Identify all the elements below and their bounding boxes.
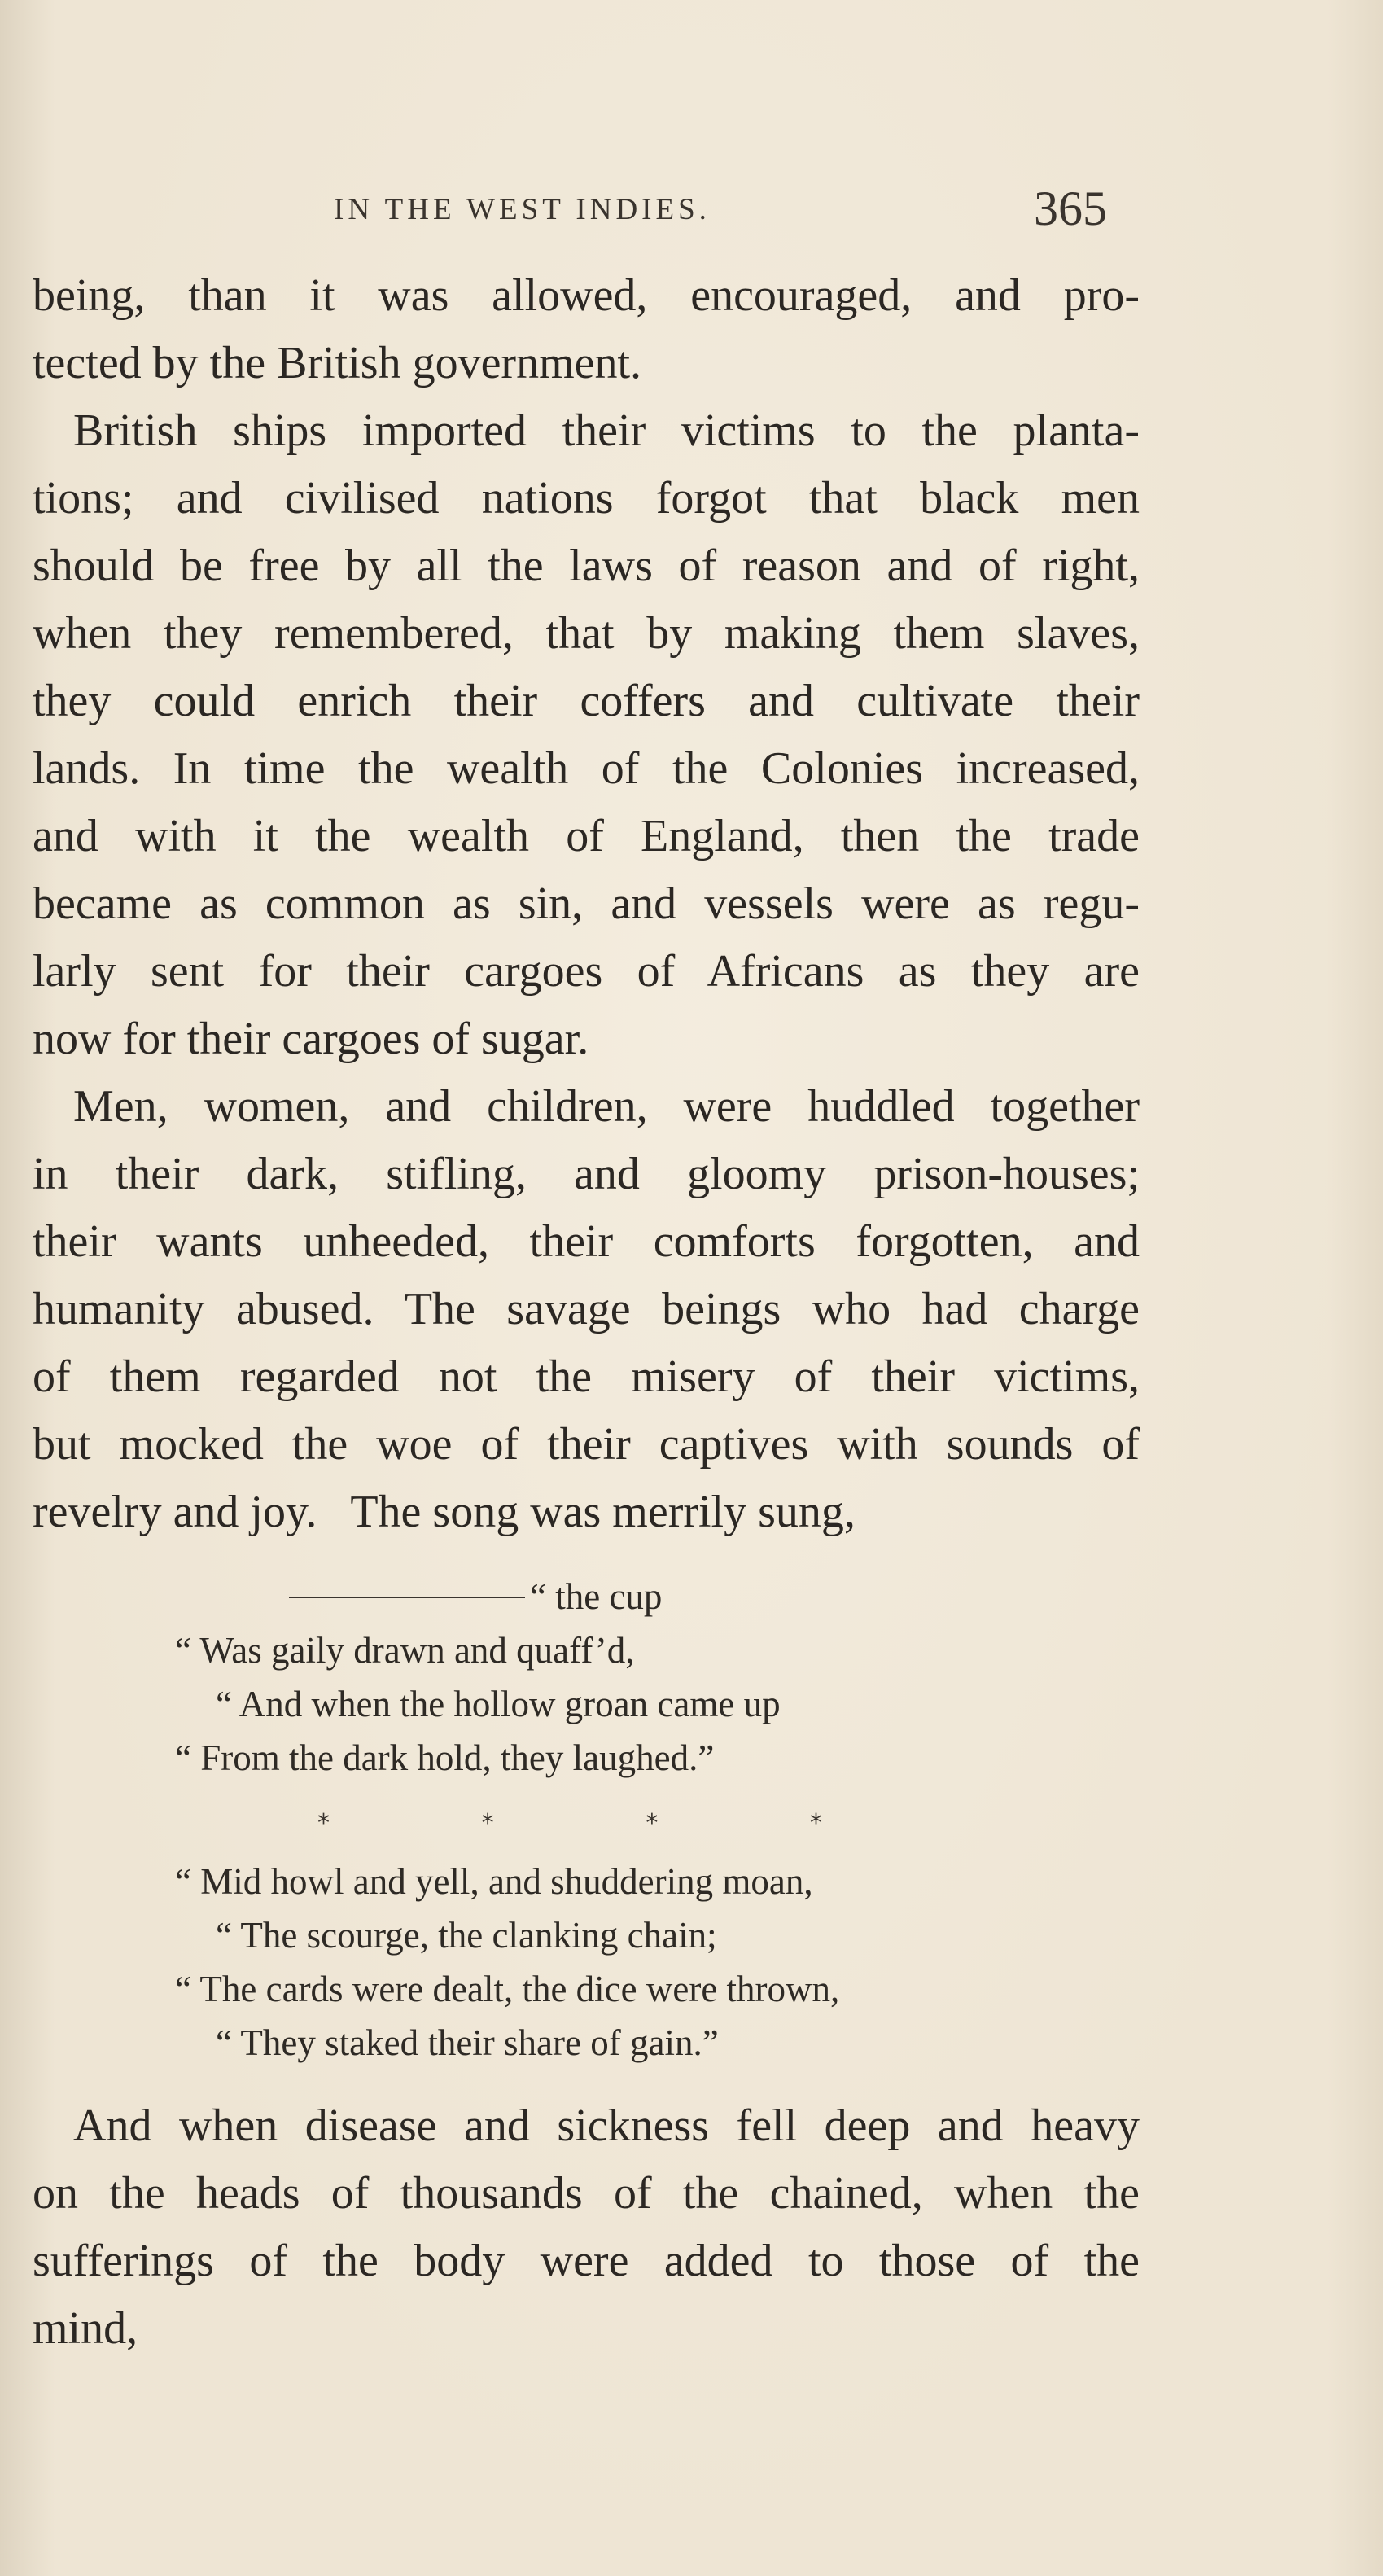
text-line: tected by the British government. (33, 338, 642, 388)
star-glyph: * (317, 1809, 330, 1838)
text-line: and with it the wealth of England, then the trade (33, 811, 1140, 861)
text-line: on the heads of thousands of the chained, when the (33, 2168, 1140, 2219)
verse-line-5: “ Mid howl and yell, and shuddering moan, (175, 1861, 813, 1902)
text-line: revelry and joy. The song was merrily sung, (33, 1487, 856, 1537)
verse-line-6: “ The scourge, the clanking chain; (216, 1915, 717, 1956)
text-line: when they remembered, that by making them slaves, (33, 608, 1140, 659)
text-line: sufferings of the body were added to those of the (33, 2236, 1140, 2286)
verse-dash-rule (289, 1597, 525, 1598)
closing-paragraph (33, 2092, 1140, 2363)
verse-line-7: “ The cards were dealt, the dice were thrown, (175, 1969, 840, 2009)
body-text (33, 262, 1140, 1546)
star-glyph: * (646, 1809, 659, 1838)
section-stars (317, 1809, 822, 1838)
verse-line-3: “ And when the hollow groan came up (216, 1684, 781, 1724)
verse-line-1 (289, 1575, 662, 1618)
text-line: being, than it was allowed, encouraged, and pro- (33, 270, 1140, 321)
text-line: should be free by all the laws of reason and of right, (33, 541, 1140, 591)
text-line: And when disease and sickness fell deep and heavy (73, 2101, 1140, 2151)
star-glyph: * (481, 1809, 494, 1838)
verse-text: “ the cup (530, 1576, 663, 1617)
verse-line-2: “ Was gaily drawn and quaff’d, (175, 1630, 635, 1671)
text-line: tions; and civilised nations forgot that black men (33, 473, 1140, 524)
text-line: British ships imported their victims to the planta- (73, 405, 1140, 456)
text-line: mind, (33, 2303, 138, 2354)
text-line: became as common as sin, and vessels were as regu- (33, 878, 1140, 929)
paragraph-2 (33, 397, 1140, 1073)
verse-line-4: “ From the dark hold, they laughed.” (175, 1737, 715, 1778)
text-line: lands. In time the wealth of the Colonies increased, (33, 743, 1140, 794)
text-line: larly sent for their cargoes of Africans as they are (33, 946, 1140, 997)
star-glyph: * (809, 1809, 822, 1838)
text-line: now for their cargoes of sugar. (33, 1014, 589, 1064)
text-line: of them regarded not the misery of their victims, (33, 1352, 1140, 1402)
running-title: IN THE WEST INDIES. (334, 193, 711, 226)
page-number: 365 (1034, 182, 1107, 235)
text-line: in their dark, stifling, and gloomy prison-houses; (33, 1149, 1140, 1199)
verse-line-8: “ They staked their share of gain.” (216, 2022, 719, 2063)
paragraph-1 (33, 262, 1140, 397)
running-head (0, 181, 1383, 238)
text-line: their wants unheeded, their comforts forgotten, and (33, 1216, 1140, 1267)
text-line: humanity abused. The savage beings who had charge (33, 1284, 1140, 1334)
paragraph-3 (33, 1073, 1140, 1546)
text-line: but mocked the woe of their captives with sounds of (33, 1419, 1140, 1470)
text-line: Men, women, and children, were huddled together (73, 1081, 1140, 1132)
text-line: they could enrich their coffers and cultivate their (33, 676, 1140, 726)
